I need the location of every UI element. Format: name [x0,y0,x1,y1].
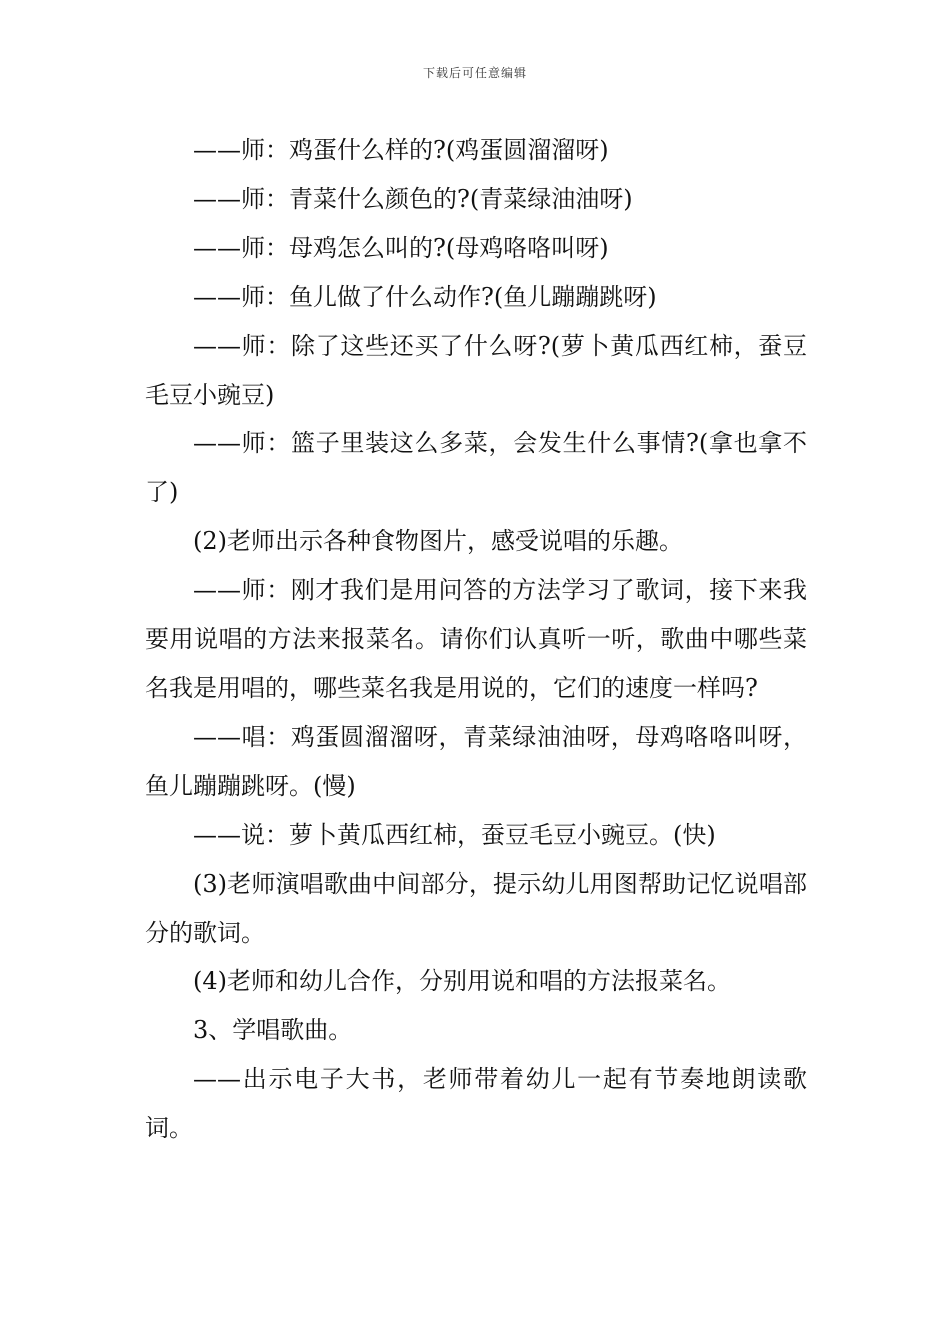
paragraph: ——出示电子大书，老师带着幼儿一起有节奏地朗读歌词。 [145,1065,807,1143]
paragraph: (4)老师和幼儿合作，分别用说和唱的方法报菜名。 [193,967,731,996]
section-heading: 3、学唱歌曲。 [193,1016,353,1045]
paragraph: (2)老师出示各种食物图片，感受说唱的乐趣。 [193,527,683,556]
paragraph: ——师：鱼儿做了什么动作?(鱼儿蹦蹦跳呀) [193,282,657,311]
document-body [145,126,807,1153]
paragraph: (3)老师演唱歌曲中间部分，提示幼儿用图帮助记忆说唱部分的歌词。 [145,869,807,947]
paragraph: ——师：刚才我们是用问答的方法学习了歌词，接下来我要用说唱的方法来报菜名。请你们认真听一听，歌曲中哪些菜名我是用唱的，哪些菜名我是用说的，它们的速度一样吗? [145,576,807,702]
paragraph: ——说：萝卜黄瓜西红柿，蚕豆毛豆小豌豆。(快) [193,820,716,849]
page-header-note: 下载后可任意编辑 [422,66,527,80]
paragraph: ——师：篮子里装这么多菜，会发生什么事情?(拿也拿不了) [145,429,807,507]
paragraph: ——师：除了这些还买了什么呀?(萝卜黄瓜西红柿，蚕豆毛豆小豌豆) [145,331,807,409]
paragraph: ——师：青菜什么颜色的?(青菜绿油油呀) [193,184,633,213]
paragraph: ——师：母鸡怎么叫的?(母鸡咯咯叫呀) [193,233,609,262]
paragraph: ——师：鸡蛋什么样的?(鸡蛋圆溜溜呀) [193,136,609,164]
paragraph: ——唱：鸡蛋圆溜溜呀，青菜绿油油呀，母鸡咯咯叫呀，鱼儿蹦蹦跳呀。(慢) [145,722,807,800]
